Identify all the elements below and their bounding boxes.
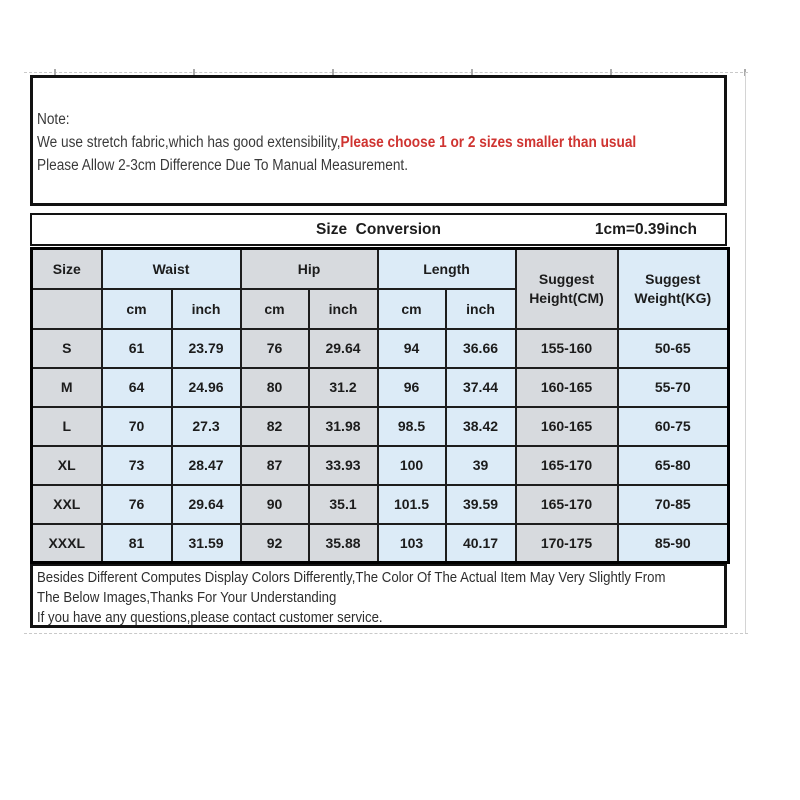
suggest-weight-cell: 65-80 [618, 446, 729, 485]
note-line-fabric [37, 131, 642, 154]
sheet-gridline-bottom [24, 633, 748, 634]
length-inch-cell: 37.44 [446, 368, 516, 407]
col-header-length: Length [378, 249, 516, 289]
suggest-weight-cell: 50-65 [618, 329, 729, 368]
unit-hip-cm: cm [241, 289, 309, 329]
size-cell: XL [32, 446, 102, 485]
length-cm-cell: 94 [378, 329, 446, 368]
length-cm-cell: 101.5 [378, 485, 446, 524]
waist-cm-cell: 64 [102, 368, 172, 407]
suggest-height-cell: 165-170 [516, 485, 618, 524]
size-table [30, 247, 730, 564]
suggest-weight-line1: Suggest [645, 270, 701, 287]
size-chart-sheet [30, 75, 727, 628]
waist-cm-cell: 73 [102, 446, 172, 485]
hip-cm-cell: 87 [241, 446, 309, 485]
suggest-height-cell: 165-170 [516, 446, 618, 485]
length-inch-cell: 39.59 [446, 485, 516, 524]
conversion-rate: 1cm=0.39inch [594, 220, 697, 238]
waist-inch-cell: 24.96 [172, 368, 241, 407]
table-row [32, 407, 729, 446]
size-cell: M [32, 368, 102, 407]
size-cell: S [32, 329, 102, 368]
unit-waist-inch: inch [172, 289, 241, 329]
waist-cm-cell: 61 [102, 329, 172, 368]
note-title: Note: [37, 111, 70, 128]
footer-line-3: If you have any questions,please contact customer service. [37, 609, 383, 626]
suggest-weight-cell: 60-75 [618, 407, 729, 446]
suggest-height-line1: Suggest [538, 270, 595, 287]
footer-line-2: The Below Images,Thanks For Your Understanding [37, 589, 337, 606]
length-cm-cell: 100 [378, 446, 446, 485]
hip-cm-cell: 90 [241, 485, 309, 524]
note-box [30, 75, 727, 206]
suggest-weight-cell: 85-90 [618, 524, 729, 563]
hip-inch-cell: 31.2 [309, 368, 378, 407]
suggest-height-cell: 170-175 [516, 524, 618, 563]
col-header-waist: Waist [102, 249, 241, 289]
table-row [32, 368, 729, 407]
hip-cm-cell: 76 [241, 329, 309, 368]
hip-cm-cell: 92 [241, 524, 309, 563]
footer-line-1: Besides Different Computes Display Colors Differently,The Color Of The Actual Item May Very Slightly From [37, 569, 666, 586]
hip-inch-cell: 31.98 [309, 407, 378, 446]
note-fabric-text: We use stretch fabric,which has good extensibility, [37, 134, 341, 151]
suggest-height-cell: 155-160 [516, 329, 618, 368]
suggest-weight-cell: 55-70 [618, 368, 729, 407]
length-cm-cell: 103 [378, 524, 446, 563]
sheet-gridline-top [24, 72, 748, 73]
size-table-header [32, 249, 729, 329]
sheet-gridline-right [745, 72, 746, 633]
waist-inch-cell: 23.79 [172, 329, 241, 368]
unit-length-cm: cm [378, 289, 446, 329]
length-inch-cell: 38.42 [446, 407, 516, 446]
size-cell: XXL [32, 485, 102, 524]
size-cell: XXXL [32, 524, 102, 563]
unit-length-inch: inch [446, 289, 516, 329]
header-row-groups [32, 249, 729, 289]
table-row [32, 329, 729, 368]
waist-cm-cell: 81 [102, 524, 172, 563]
table-row [32, 524, 729, 563]
table-row [32, 485, 729, 524]
unit-waist-cm: cm [102, 289, 172, 329]
unit-blank-cell [32, 289, 102, 329]
col-header-hip: Hip [241, 249, 378, 289]
waist-inch-cell: 28.47 [172, 446, 241, 485]
waist-cm-cell: 76 [102, 485, 172, 524]
length-cm-cell: 96 [378, 368, 446, 407]
size-cell: L [32, 407, 102, 446]
col-header-suggest-height [516, 249, 618, 329]
note-size-warning: Please choose 1 or 2 sizes smaller than usual [340, 134, 637, 151]
hip-inch-cell: 35.1 [309, 485, 378, 524]
hip-inch-cell: 29.64 [309, 329, 378, 368]
table-row [32, 446, 729, 485]
suggest-height-cell: 160-165 [516, 368, 618, 407]
suggest-height-line2: Height(CM) [529, 289, 604, 306]
length-inch-cell: 40.17 [446, 524, 516, 563]
col-header-size: Size [32, 249, 102, 289]
suggest-height-cell: 160-165 [516, 407, 618, 446]
suggest-weight-cell: 70-85 [618, 485, 729, 524]
hip-cm-cell: 80 [241, 368, 309, 407]
length-cm-cell: 98.5 [378, 407, 446, 446]
length-inch-cell: 36.66 [446, 329, 516, 368]
footer-note-box [30, 564, 727, 628]
hip-inch-cell: 33.93 [309, 446, 378, 485]
col-header-suggest-weight [618, 249, 729, 329]
waist-inch-cell: 27.3 [172, 407, 241, 446]
hip-inch-cell: 35.88 [309, 524, 378, 563]
waist-inch-cell: 29.64 [172, 485, 241, 524]
length-inch-cell: 39 [446, 446, 516, 485]
unit-hip-inch: inch [309, 289, 378, 329]
waist-cm-cell: 70 [102, 407, 172, 446]
waist-inch-cell: 31.59 [172, 524, 241, 563]
conversion-title: Size Conversion [316, 220, 441, 238]
size-table-body [32, 329, 729, 563]
note-line-measurement: Please Allow 2-3cm Difference Due To Manual Measurement. [37, 157, 409, 174]
suggest-weight-line2: Weight(KG) [634, 289, 712, 306]
conversion-header [30, 213, 727, 246]
hip-cm-cell: 82 [241, 407, 309, 446]
